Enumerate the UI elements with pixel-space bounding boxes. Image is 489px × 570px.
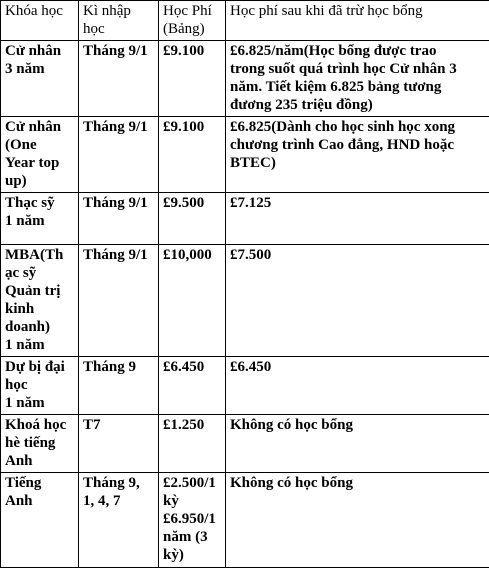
course-cell: Cử nhân 3 năm — [1, 41, 79, 117]
after-scholarship-cell: Không có học bổng — [226, 415, 489, 473]
intake-cell: Tháng 9 — [79, 357, 159, 415]
header-row — [1, 1, 489, 41]
header-course: Khóa học — [1, 1, 79, 41]
table-row — [1, 473, 489, 568]
fee-cell: £9.100 — [159, 41, 226, 117]
course-cell: Khoá học hè tiếng Anh — [1, 415, 79, 473]
after-scholarship-cell: £6.825/năm(Học bổng được trao trong suốt quá trình học Cử nhân 3 năm. Tiết kiệm 6.825 bảng tương đương 235 triệu đồng) — [226, 41, 489, 117]
intake-cell: T7 — [79, 415, 159, 473]
after-scholarship-cell: £7.125 — [226, 193, 489, 245]
table-row — [1, 193, 489, 245]
fee-cell: £6.450 — [159, 357, 226, 415]
intake-cell: Tháng 9, 1, 4, 7 — [79, 473, 159, 568]
intake-cell: Tháng 9/1 — [79, 117, 159, 193]
fee-cell: £1.250 — [159, 415, 226, 473]
table-row — [1, 41, 489, 117]
table-row — [1, 117, 489, 193]
fee-cell: £9.500 — [159, 193, 226, 245]
fee-cell: £10,000 — [159, 245, 226, 357]
header-fee-after-scholarship: Học phí sau khi đã trừ học bổng — [226, 1, 489, 41]
header-fee: Học Phí (Bảng) — [159, 1, 226, 41]
fee-cell: £2.500/1 kỳ £6.950/1 năm (3 kỳ) — [159, 473, 226, 568]
intake-cell: Tháng 9/1 — [79, 245, 159, 357]
course-cell: MBA(Th ạc sỹ Quản trị kinh doanh) 1 năm — [1, 245, 79, 357]
table-row — [1, 245, 489, 357]
header-intake: Kì nhập học — [79, 1, 159, 41]
table-row — [1, 415, 489, 473]
after-scholarship-cell: £6.450 — [226, 357, 489, 415]
course-cell: Tiếng Anh — [1, 473, 79, 568]
intake-cell: Tháng 9/1 — [79, 193, 159, 245]
course-cell: Cử nhân (One Year top up) — [1, 117, 79, 193]
after-scholarship-cell: £7.500 — [226, 245, 489, 357]
course-cell: Thạc sỹ 1 năm — [1, 193, 79, 245]
course-cell: Dự bị đại học 1 năm — [1, 357, 79, 415]
intake-cell: Tháng 9/1 — [79, 41, 159, 117]
after-scholarship-cell: Không có học bổng — [226, 473, 489, 568]
after-scholarship-cell: £6.825(Dành cho học sinh học xong chương trình Cao đẳng, HND hoặc BTEC) — [226, 117, 489, 193]
table-row — [1, 357, 489, 415]
fee-cell: £9.100 — [159, 117, 226, 193]
